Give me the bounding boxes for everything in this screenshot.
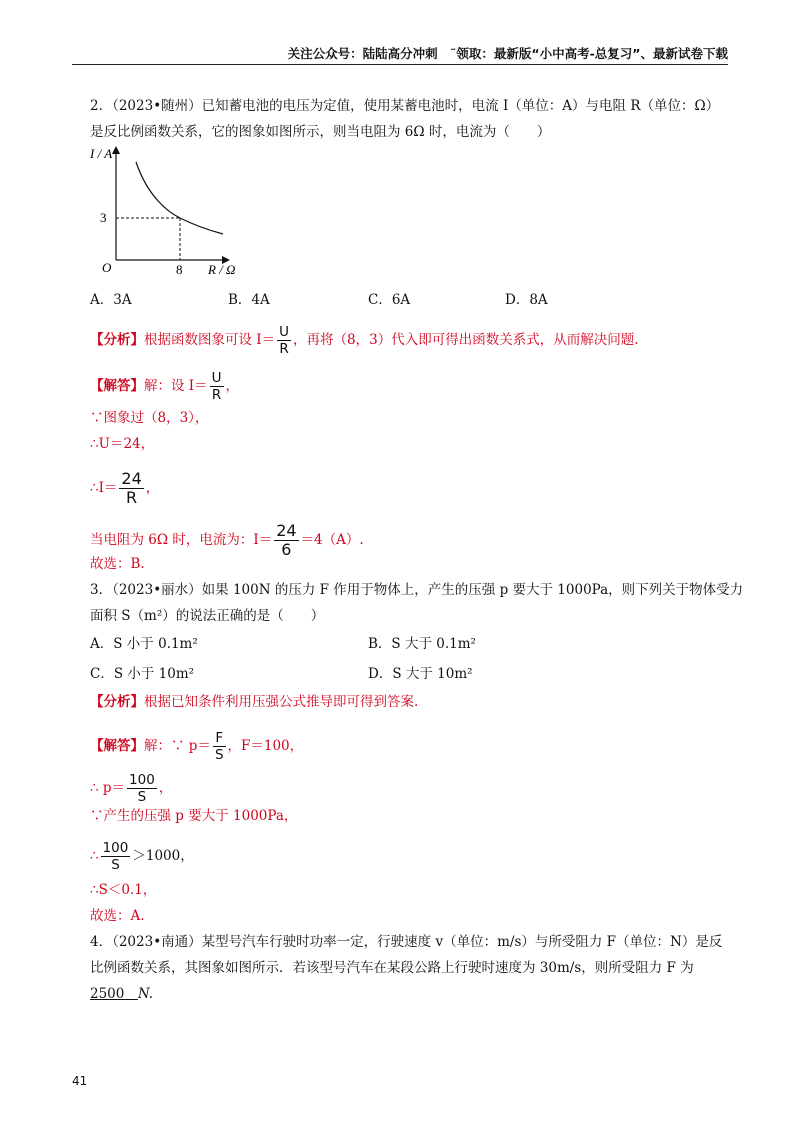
frac-u-over-r-2: $\frac{U}{R}$ <box>211 370 222 403</box>
q3-solution-4: ∴ $\frac{100}{S}$ ＞1000， <box>90 840 194 873</box>
q2-option-b[interactable]: B．4A <box>228 292 270 308</box>
graph-xlabel: R / Ω <box>208 262 236 277</box>
q3-option-c[interactable]: C．S 小于 10m² <box>90 666 195 682</box>
frac-24-over-6: $\frac{24}{6}$ <box>276 521 297 559</box>
graph-origin: O <box>102 260 112 275</box>
frac-f-over-s: $\frac{F}{S}$ <box>214 730 224 763</box>
page-number: 41 <box>72 1074 88 1088</box>
header-rule <box>72 64 728 65</box>
q3-solution-3: ∵产生的压强 p 要大于 1000Pa， <box>90 808 298 824</box>
q3-choice: 故选：A. <box>90 908 145 924</box>
q2-line1 <box>90 96 719 116</box>
frac-u-over-r: $\frac{U}{R}$ <box>279 324 290 357</box>
q2-option-a[interactable]: A．3A <box>90 292 132 308</box>
q4-answer-line: 2500 N. <box>90 986 154 1002</box>
q4-answer: 2500 <box>90 986 125 1002</box>
q2-solution-4: ∴I＝ $\frac{24}{R}$ ， <box>90 469 160 507</box>
q3-solution-1: 【解答】解：∵ p＝ $\frac{F}{S}$ ，F＝100， <box>90 730 304 763</box>
q4-line1: 4．（2023•南通）某型号汽车行驶时功率一定，行驶速度 v（单位：m/s）与所受阻力 F（单位：N）是反 <box>90 934 723 950</box>
q2-solution-3: ∴U＝24， <box>90 436 155 452</box>
frac-100-over-s-2: $\frac{100}{S}$ <box>102 840 129 873</box>
q3-option-d[interactable]: D．S 大于 10m² <box>368 666 473 682</box>
page-header: 关注公众号：陆陆高分冲刺 ˜领取：最新版“小中高考-总复习”、最新试卷下载 <box>287 46 728 61</box>
q2-number: 2． <box>90 98 113 114</box>
q3-line2: 面积 S（m²）的说法正确的是（ ） <box>90 608 325 624</box>
q3-option-b[interactable]: B．S 大于 0.1m² <box>368 636 476 652</box>
q2-source: （2023•随州） <box>112 98 202 114</box>
q2-line2: 是反比例函数关系，它的图象如图所示，则当电阻为 6Ω 时，电流为（ ） <box>90 124 551 140</box>
graph-xtick: 8 <box>176 262 183 277</box>
q2-text1: 已知蓄电池的电压为定值，使用某蓄电池时，电流 I（单位：A）与电阻 R（单位：Ω） <box>201 98 720 114</box>
q2-solution-1: 【解答】解：设 I＝ $\frac{U}{R}$ ， <box>90 370 240 403</box>
q3-solution-2: ∴ p＝ $\frac{100}{S}$ ， <box>90 772 173 805</box>
graph-ytick: 3 <box>100 210 107 225</box>
graph-ylabel: I / A <box>90 146 113 161</box>
q3-option-a[interactable]: A．S 小于 0.1m² <box>90 636 198 652</box>
q2-option-d[interactable]: D．8A <box>505 292 548 308</box>
q3-analysis: 【分析】根据已知条件利用压强公式推导即可得到答案. <box>90 694 419 710</box>
q2-solution-2: ∵图象过（8，3）， <box>90 410 209 426</box>
q3-solution-5: ∴S＜0.1， <box>90 882 157 898</box>
q2-solution-5: 当电阻为 6Ω 时，电流为：I＝ $\frac{24}{6}$ ＝4（A）. <box>90 521 364 559</box>
q4-line2: 比例函数关系，其图象如图所示．若该型号汽车在某段公路上行驶时速度为 30m/s，则所受阻力 F 为 <box>90 960 694 976</box>
q2-analysis: 【分析】根据函数图象可设 I＝ $\frac{U}{R}$ ，再将（8，3）代入即可得出函数关系式，从而解决问题. <box>90 324 639 357</box>
q3-line1: 3．（2023•丽水）如果 100N 的压力 F 作用于物体上，产生的压强 p 要大于 1000Pa，则下列关于物体受力 <box>90 582 744 598</box>
frac-24-over-r: $\frac{24}{R}$ <box>121 469 142 507</box>
q2-graph <box>88 142 248 277</box>
q2-option-c[interactable]: C．6A <box>368 292 411 308</box>
frac-100-over-s: $\frac{100}{S}$ <box>129 772 155 805</box>
q2-choice: 故选：B. <box>90 556 145 572</box>
